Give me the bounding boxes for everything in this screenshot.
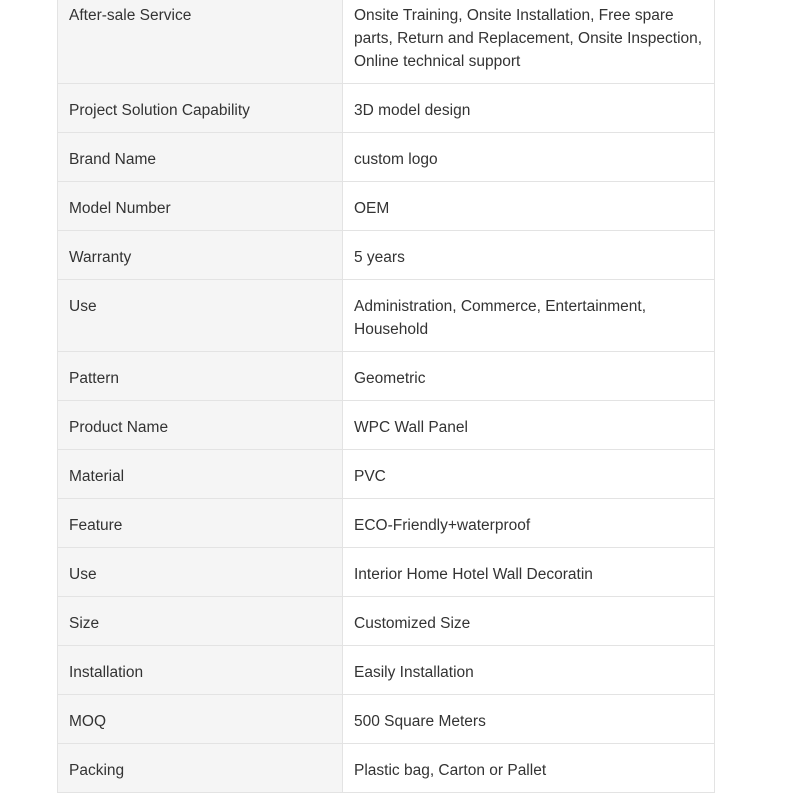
spec-value: custom logo (343, 133, 715, 182)
table-row (58, 744, 715, 793)
spec-label: Project Solution Capability (58, 84, 343, 133)
spec-label: Warranty (58, 231, 343, 280)
spec-label: Product Name (58, 401, 343, 450)
table-row (58, 548, 715, 597)
spec-value: Administration, Commerce, Entertainment, Household (343, 280, 715, 352)
spec-value: Interior Home Hotel Wall Decoratin (343, 548, 715, 597)
spec-label: Material (58, 450, 343, 499)
spec-label: Feature (58, 499, 343, 548)
table-row (58, 280, 715, 352)
spec-value: 500 Square Meters (343, 695, 715, 744)
spec-value: PVC (343, 450, 715, 499)
table-row (58, 695, 715, 744)
spec-value: Easily Installation (343, 646, 715, 695)
table-row (58, 450, 715, 499)
table-row (58, 401, 715, 450)
table-row (58, 84, 715, 133)
product-spec-table (57, 0, 715, 793)
spec-label: Packing (58, 744, 343, 793)
spec-label: Model Number (58, 182, 343, 231)
table-row (58, 646, 715, 695)
spec-value: Plastic bag, Carton or Pallet (343, 744, 715, 793)
spec-label: Installation (58, 646, 343, 695)
spec-label: MOQ (58, 695, 343, 744)
spec-value: ECO-Friendly+waterproof (343, 499, 715, 548)
spec-label: Brand Name (58, 133, 343, 182)
spec-value: WPC Wall Panel (343, 401, 715, 450)
table-row (58, 597, 715, 646)
spec-value: 3D model design (343, 84, 715, 133)
table-row (58, 499, 715, 548)
spec-value: Geometric (343, 352, 715, 401)
table-row (58, 133, 715, 182)
product-spec-table-wrapper (57, 0, 715, 793)
spec-value: Customized Size (343, 597, 715, 646)
spec-label: Pattern (58, 352, 343, 401)
spec-label: Size (58, 597, 343, 646)
spec-label: Use (58, 548, 343, 597)
table-row (58, 0, 715, 84)
spec-label: Use (58, 280, 343, 352)
spec-value: OEM (343, 182, 715, 231)
spec-value: 5 years (343, 231, 715, 280)
table-row (58, 231, 715, 280)
table-row (58, 352, 715, 401)
spec-value: Onsite Training, Onsite Installation, Free spare parts, Return and Replacement, Onsite Inspection, Online technical support (343, 0, 715, 84)
spec-label: After-sale Service (58, 0, 343, 84)
table-row (58, 182, 715, 231)
